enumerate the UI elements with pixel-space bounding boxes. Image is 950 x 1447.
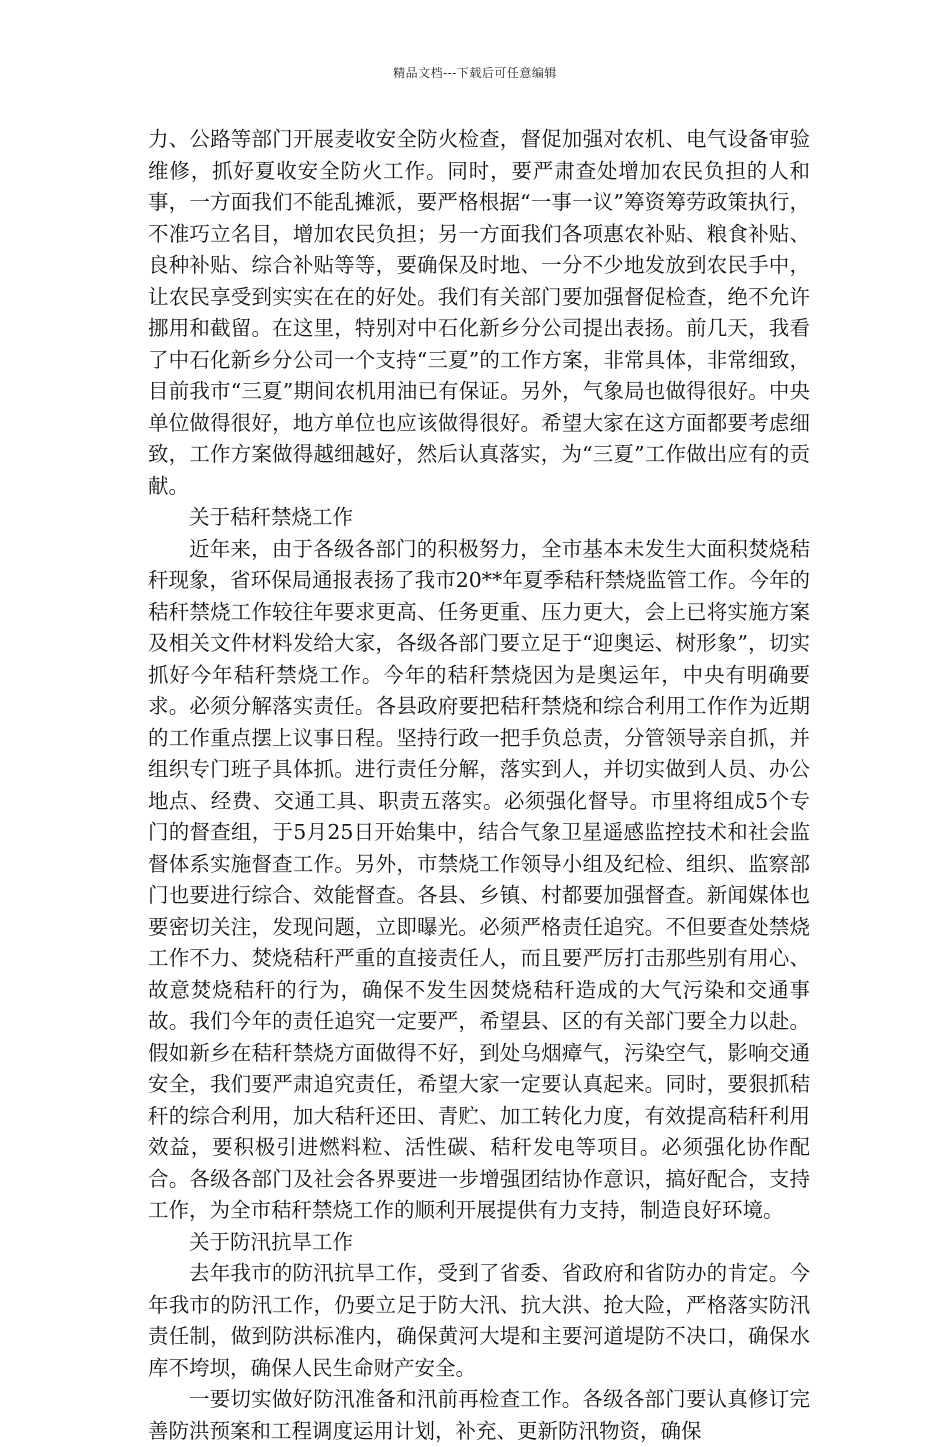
paragraph-flood-preparation: 一要切实做好防汛准备和汛前再检查工作。各级各部门要认真修订完善防洪预案和工程调度运用计划，补充、更新防汛物资，确保 (148, 1387, 810, 1443)
paragraph-continuation: 力、公路等部门开展麦收安全防火检查，督促加强对农机、电气设备审验维修，抓好夏收安全防火工作。同时，要严肃查处增加农民负担的人和事，一方面我们不能乱摊派，要严格根据“一事一议”筹资筹劳政策执行，不准巧立名目，增加农民负担；另一方面我们各项惠农补贴、粮食补贴、良种补贴、综合补贴等等，要确保及时地、一分不少地发放到农民手中，让农民享受到实实在在的好处。我们有关部门要加强督促检查，绝不允许挪用和截留。在这里，特别对中石化新乡分公司提出表扬。前几天，我看了中石化新乡分公司一个支持“三夏”的工作方案，非常具体，非常细致，目前我市“三夏”期间农机用油已有保证。另外，气象局也做得很好。中央单位做得很好，地方单位也应该做得很好。希望大家在这方面都要考虑细致，工作方案做得越细越好，然后认真落实，为“三夏”工作做出应有的贡献。 (148, 127, 810, 498)
paragraph-straw-burning: 近年来，由于各级各部门的积极努力，全市基本未发生大面积焚烧秸秆现象，省环保局通报表扬了我市20**年夏季秸秆禁烧监管工作。今年的秸秆禁烧工作较往年要求更高、任务更重、压力更大，会上已将实施方案及相关文件材料发给大家，各级各部门要立足于“迎奥运、树形象”，切实抓好今年秸秆禁烧工作。今年的秸秆禁烧因为是奥运年，中央有明确要求。必须分解落实责任。各县政府要把秸秆禁烧和综合利用工作作为近期的工作重点摆上议事日程。坚持行政一把手负总责，分管领导亲自抓，并组织专门班子具体抓。进行责任分解，落实到人，并切实做到人员、办公地点、经费、交通工具、职责五落实。必须强化督导。市里将组成5个专门的督查组，于5月25日开始集中，结合气象卫星遥感监控技术和社会监督体系实施督查工作。另外，市禁烧工作领导小组及纪检、组织、监察部门也要进行综合、效能督查。各县、乡镇、村都要加强督查。新闻媒体也要密切关注，发现问题，立即曝光。必须严格责任追究。不但要查处禁烧工作不力、焚烧秸秆严重的直接责任人，而且要严厉打击那些别有用心、故意焚烧秸秆的行为，确保不发生因焚烧秸秆造成的大气污染和交通事故。我们今年的责任追究一定要严，希望县、区的有关部门要全力以赴。假如新乡在秸秆禁烧方面做得不好，到处乌烟瘴气，污染空气，影响交通安全，我们要严肃追究责任，希望大家一定要认真起来。同时，要狠抓秸秆的综合利用，加大秸秆还田、青贮、加工转化力度，有效提高秸秆利用效益，要积极引进燃料粒、活性碳、秸秆发电等项目。必须强化协作配合。各级各部门及社会各界要进一步增强团结协作意识，搞好配合，支持工作，为全市秸秆禁烧工作的顺利开展提供有力支持，制造良好环境。 (148, 536, 810, 1222)
section-heading-flood-control: 关于防汛抗旱工作 (189, 1229, 353, 1254)
page-header: 精品文档---下载后可任意编辑 (393, 66, 557, 80)
section-heading-straw-burning: 关于秸秆禁烧工作 (189, 505, 353, 529)
paragraph-flood-control: 去年我市的防汛抗旱工作，受到了省委、省政府和省防办的肯定。今年我市的防汛工作，仍要立足于防大汛、抗大洪、抢大险，严格落实防汛责任制，做到防洪标准内，确保黄河大堤和主要河道堤防不决口，确保水库不垮坝，确保人民生命财产安全。 (148, 1261, 810, 1380)
document-body (148, 124, 810, 1447)
